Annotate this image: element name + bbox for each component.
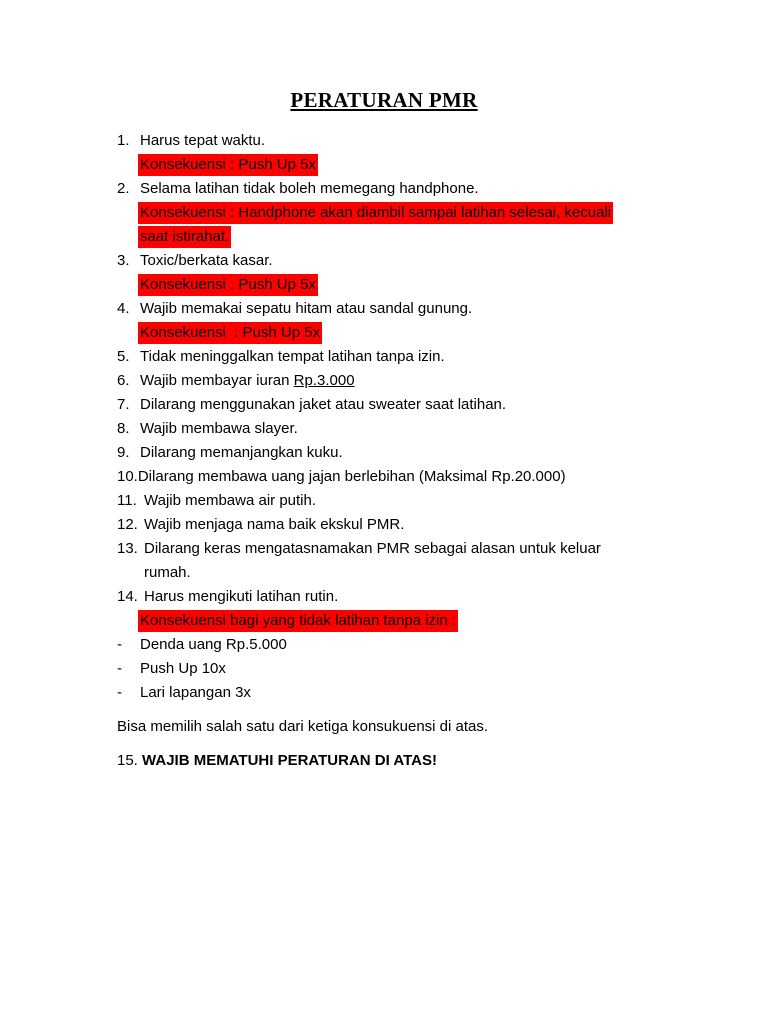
rule-number: 8. [117, 420, 130, 437]
page-title: PERATURAN PMR [290, 88, 478, 112]
rule-number: 12. [117, 516, 138, 533]
consequence-highlight: Konsekuensi : Push Up 5x [138, 274, 318, 296]
rule-text: Selama latihan tidak boleh memegang handphone. [140, 180, 479, 197]
rule-number: 5. [117, 348, 130, 365]
rule-number: 9. [117, 444, 130, 461]
rule-text: Dilarang keras mengatasnamakan PMR sebagai alasan untuk keluar [144, 540, 601, 557]
consequence-highlight: saat istirahat. [138, 226, 231, 248]
penalty-text: Lari lapangan 3x [140, 684, 251, 701]
rule-number: 7. [117, 396, 130, 413]
consequence-highlight: Konsekuensi : Push Up 5x [138, 322, 322, 344]
rule-number: 2. [117, 180, 130, 197]
bullet-dash: - [117, 660, 122, 677]
rule-text: 10.Dilarang membawa uang jajan berlebihan (Maksimal Rp.20.000) [117, 468, 566, 485]
rule-text: Tidak meninggalkan tempat latihan tanpa izin. [140, 348, 445, 365]
consequence-highlight: Konsekuensi : Push Up 5x [138, 154, 318, 176]
rule-number: 11. [117, 492, 137, 509]
rule-number: 13. [117, 540, 138, 557]
rule-text: Wajib membawa air putih. [144, 492, 317, 509]
rule-number: 15. [117, 752, 138, 769]
rule-text: Harus tepat waktu. [140, 132, 266, 149]
rule-text: Dilarang memanjangkan kuku. [140, 444, 343, 461]
note-text: Bisa memilih salah satu dari ketiga konsukuensi di atas. [117, 718, 489, 735]
rule-number: 14. [117, 588, 138, 605]
bullet-dash: - [117, 684, 122, 701]
penalty-text: Denda uang Rp.5.000 [140, 636, 287, 653]
rule-text: rumah. [144, 564, 191, 581]
penalty-text: Push Up 10x [140, 660, 226, 677]
rule-number: 6. [117, 372, 130, 389]
rule-number: 3. [117, 252, 130, 269]
rule-text: Wajib menjaga nama baik ekskul PMR. [144, 516, 405, 533]
bullet-dash: - [117, 636, 122, 653]
rule-text: Harus mengikuti latihan rutin. [144, 588, 339, 605]
rule-text: Wajib membayar iuran [140, 372, 294, 389]
rule-text: Toxic/berkata kasar. [140, 252, 273, 269]
rule-text: Wajib membawa slayer. [140, 420, 298, 437]
fee-amount: Rp.3.000 [293, 372, 355, 389]
final-rule-text: WAJIB MEMATUHI PERATURAN DI ATAS! [142, 752, 438, 769]
consequence-highlight: Konsekuensi : Handphone akan diambil sampai latihan selesai, kecuali [138, 202, 613, 224]
rule-text-wrap [140, 369, 355, 393]
rule-number: 1. [117, 132, 130, 149]
rule-text: Wajib memakai sepatu hitam atau sandal gunung. [140, 300, 473, 317]
rule-number: 4. [117, 300, 130, 317]
final-rule-line [117, 749, 437, 773]
consequence-highlight: Konsekuensi bagi yang tidak latihan tanpa izin : [138, 610, 458, 632]
rule-text: Dilarang menggunakan jaket atau sweater saat latihan. [140, 396, 507, 413]
